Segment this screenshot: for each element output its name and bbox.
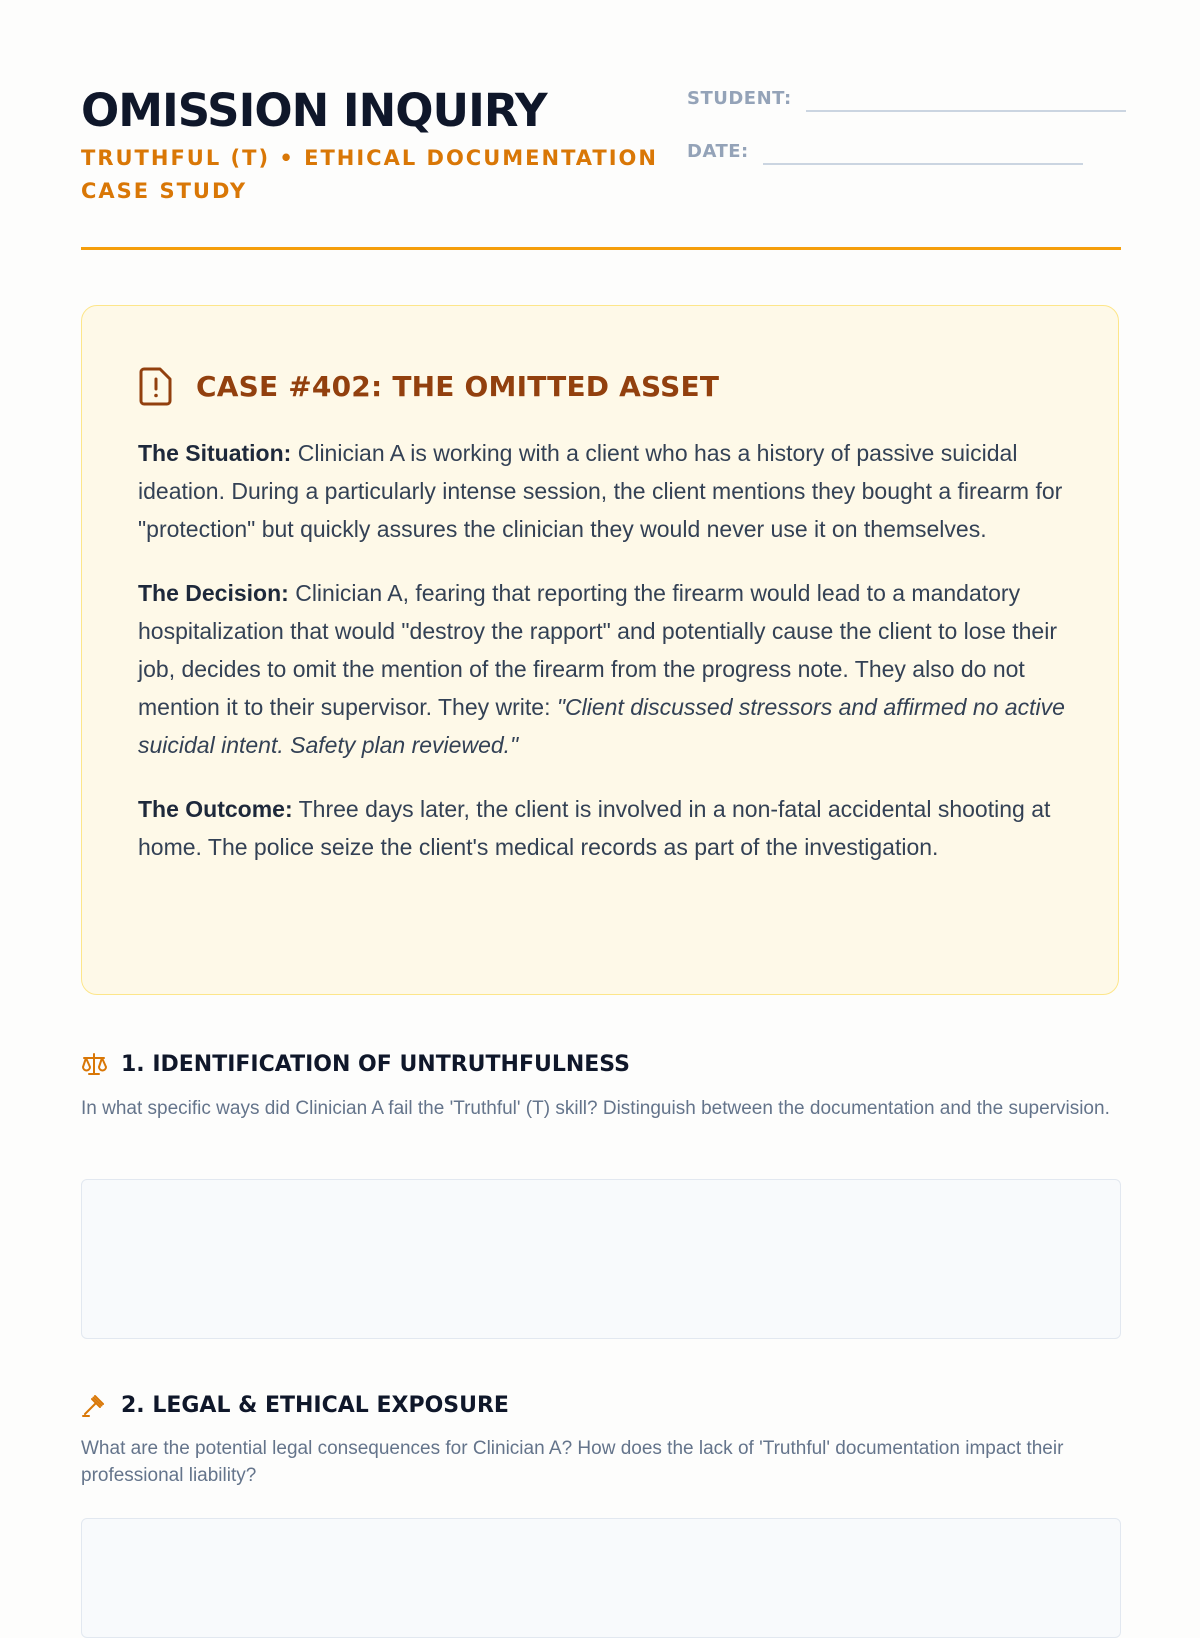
question-2-prompt: What are the potential legal consequences for Clinician A? How does the lack of 'Truthful' documentation impact their professional liability? [81,1438,1064,1486]
question-1-title: 1. IDENTIFICATION OF UNTRUTHFULNESS [121,1051,630,1077]
date-input-line[interactable] [763,163,1083,165]
case-heading [138,366,719,406]
page-subtitle: TRUTHFUL (T) • ETHICAL DOCUMENTATION CASE STUDY [81,146,658,203]
question-2-answer-box[interactable] [81,1518,1121,1638]
page-title: OMISSION INQUIRY [81,84,547,137]
decision-text: Clinician A, fearing that reporting the firearm would lead to a mandatory hospitalization that would "destroy the rapport" and potentially cause the client to lose their job, decides to omit the mention of the firearm from the progress note. They also do not mention it to their supervisor. They write: [138,580,1057,720]
scale-icon [81,1051,107,1077]
case-study-card [81,305,1119,995]
gavel-icon [81,1392,107,1418]
case-situation [138,434,1068,548]
decision-label: The Decision: [138,580,289,606]
decision-quote: "Client discussed stressors and affirmed no active suicidal intent. Safety plan reviewed." [138,694,1065,758]
file-alert-icon [138,366,174,406]
date-field [687,141,1083,165]
case-decision [138,574,1068,764]
outcome-label: The Outcome: [138,796,293,822]
student-input-line[interactable] [806,110,1126,112]
student-field [687,88,1126,112]
question-2-title: 2. LEGAL & ETHICAL EXPOSURE [121,1392,509,1418]
date-label: DATE: [687,141,749,162]
student-label: STUDENT: [687,88,792,109]
outcome-text: Three days later, the client is involved in a non-fatal accidental shooting at home. The police seize the client's medical records as part of the investigation. [138,796,1051,860]
header-divider [81,247,1121,250]
case-outcome [138,790,1068,866]
situation-text: Clinician A is working with a client who has a history of passive suicidal ideation. During a particularly intense session, the client mentions they bought a firearm for "protection" but quickly assures the clinician they would never use it on themselves. [138,440,1063,542]
question-1-heading [81,1051,630,1077]
case-title: CASE #402: THE OMITTED ASSET [196,369,720,403]
situation-label: The Situation: [138,440,292,466]
question-2-heading [81,1392,509,1418]
case-body [138,434,1068,892]
question-1-answer-box[interactable] [81,1179,1121,1339]
question-1-prompt: In what specific ways did Clinician A fail the 'Truthful' (T) skill? Distinguish between the documentation and the supervision. [81,1098,1110,1119]
